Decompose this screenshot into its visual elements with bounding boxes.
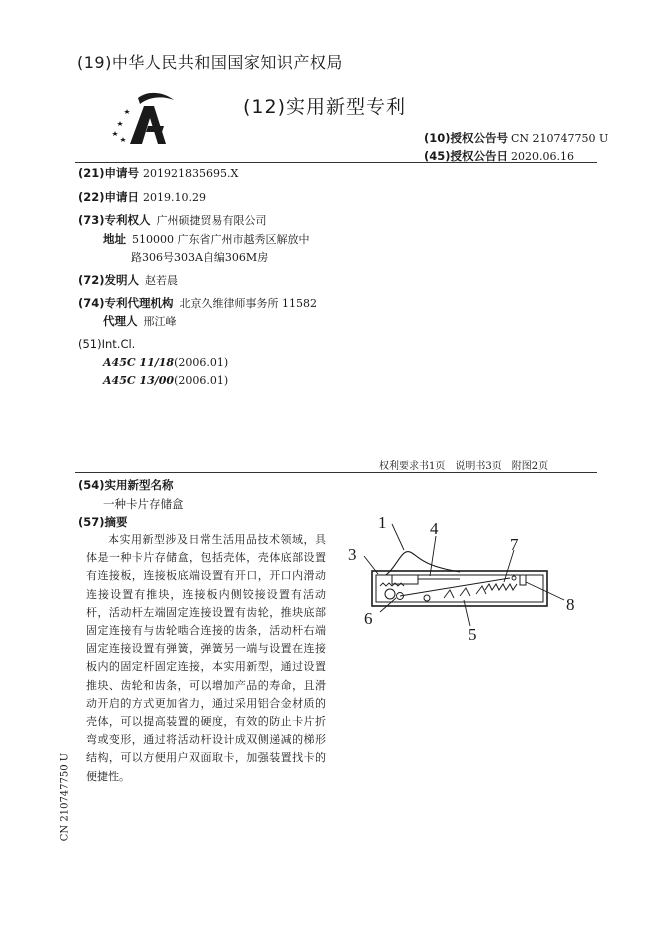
abstract-label: (57)摘要: [78, 515, 128, 529]
inventor: (72)发明人 赵若晨: [78, 273, 179, 287]
gear: [385, 589, 395, 599]
section-divider: [75, 472, 597, 473]
figure-label: 8: [566, 595, 575, 614]
address-line-2: 路306号303A自编306M房: [131, 251, 269, 264]
figure-label: 3: [348, 545, 357, 564]
patent-agent: 代理人 邢江峰: [103, 314, 177, 328]
figure-label: 5: [468, 625, 477, 644]
title-label: (54)实用新型名称: [78, 478, 174, 492]
figure-label: 6: [364, 609, 373, 628]
publication-number: (10)授权公告号 CN 210747750 U: [424, 131, 609, 145]
device-figure: [340, 508, 580, 648]
ipc-entry: A45C 13/00(2006.01): [103, 374, 229, 387]
ipc-label: (51)Int.Cl.: [78, 337, 136, 351]
publication-date: (45)授权公告日 2020.06.16: [424, 149, 574, 163]
application-number: (21)申请号 201921835695.X: [78, 166, 239, 180]
document-type: (12)实用新型专利: [243, 96, 407, 118]
abstract-text: 本实用新型涉及日常生活用品技术领域，具体是一种卡片存储盒，包括壳体，壳体底部设置有连接板，连接板底端设置有开口，开口内滑动连接设置有推块，连接板内侧铰接设置有活动杆，活动杆左端固定连接设置有齿轮，推块底部固定连接有与齿轮啮合连接的齿条，活动杆右端固定连接设置有弹簧，弹簧另一端与设置在连接板内的固定杆固定连接，本实用新型，通过设置推块、齿轮和齿条，可以增加产品的寿命，且滑动开启的方式更加省力，通过采用铝合金材质的壳体，可以提高装置的硬度，有效的防止卡片折弯或变形，通过将活动杆设计成双侧递减的梯形结构，可以方便用户双面取卡，加强装置找卡的便捷性。: [86, 533, 326, 783]
fixed-rod: [520, 575, 526, 585]
figure-label: 7: [510, 535, 519, 554]
figure-label: 1: [378, 513, 387, 532]
utility-model-title: 一种卡片存储盒: [103, 497, 184, 511]
ipc-entry: A45C 11/18(2006.01): [103, 356, 229, 369]
cnipa-logo-icon: [108, 86, 178, 148]
address: 地址 510000 广东省广州市越秀区解放中: [103, 232, 310, 246]
page-counts: 权利要求书1页 说明书3页 附图2页: [379, 461, 549, 472]
figure-label: 4: [430, 519, 439, 538]
patentee: (73)专利权人 广州硕捷贸易有限公司: [78, 213, 267, 227]
push-block: [392, 575, 418, 584]
patent-agency: (74)专利代理机构 北京久维律师事务所 11582: [78, 296, 318, 310]
application-date: (22)申请日 2019.10.29: [78, 190, 206, 204]
side-publication-number: CN 210747750 U: [59, 752, 71, 842]
spring: [485, 584, 517, 590]
office-name: (19)中华人民共和国国家知识产权局: [77, 53, 343, 72]
pivot: [424, 595, 430, 601]
